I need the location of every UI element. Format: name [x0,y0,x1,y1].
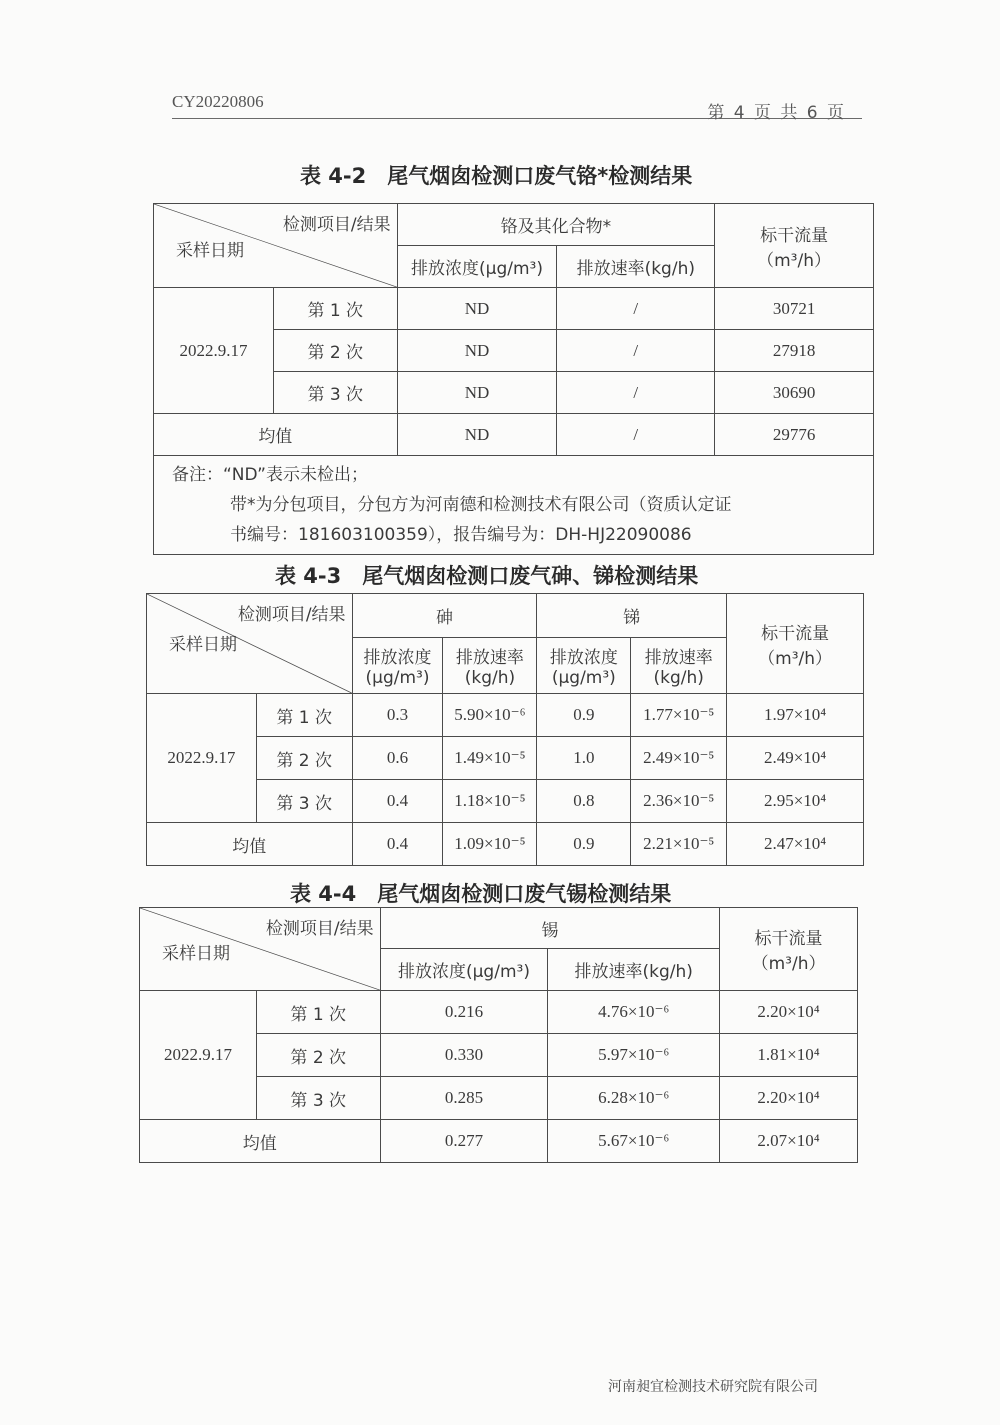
as-conc-cell: 0.4 [352,780,443,823]
row-label: 第 3 次 [273,372,397,414]
conc-header: 排放浓度 (μg/m³) [352,638,443,694]
rate-cell: 4.76×10⁻⁶ [548,991,720,1034]
as-conc-cell: 0.3 [352,694,443,737]
corner-top-label: 检测项目/结果 [265,919,374,939]
flow-cell: 1.97×10⁴ [727,694,864,737]
flow-header: 标干流量 （m³/h） [727,594,864,694]
rate-header: 排放速率(kg/h) [557,246,715,288]
flow-cell: 2.49×10⁴ [727,737,864,780]
date-cell: 2022.9.17 [154,288,274,414]
group-header: 铬及其化合物* [397,204,715,246]
flow-cell: 2.95×10⁴ [727,780,864,823]
row-label: 第 3 次 [256,780,352,823]
rate-cell: / [557,372,715,414]
date-cell: 2022.9.17 [147,694,257,823]
rate-cell: / [557,288,715,330]
row-label: 第 2 次 [256,1034,380,1077]
sb-conc-cell: 0.9 [537,694,631,737]
table-4-2 [153,203,874,555]
sb-rate-cell: 1.77×10⁻⁵ [631,694,727,737]
flow-cell: 27918 [715,330,874,372]
conc-cell: ND [397,288,557,330]
note-line: 备注：“ND”表示未检出； [172,465,368,485]
as-conc-cell: 0.4 [352,823,443,866]
mean-label: 均值 [154,414,398,456]
as-rate-cell: 1.18×10⁻⁵ [443,780,537,823]
table-4-4 [139,907,858,1163]
rate-cell: / [557,330,715,372]
sb-conc-cell: 0.8 [537,780,631,823]
flow-cell: 30690 [715,372,874,414]
table-4-2-caption: 表 4-2 尾气烟囱检测口废气铬*检测结果 [300,164,693,188]
sb-rate-cell: 2.49×10⁻⁵ [631,737,727,780]
as-rate-cell: 5.90×10⁻⁶ [443,694,537,737]
corner-top-label: 检测项目/结果 [237,605,346,625]
rate-header: 排放速率(kg/h) [548,949,720,991]
corner-bottom-label: 采样日期 [169,635,237,655]
footer-company: 河南昶宜检测技术研究院有限公司 [608,1379,818,1395]
table-note [154,456,874,555]
conc-cell: 0.216 [380,991,548,1034]
flow-cell: 29776 [715,414,874,456]
as-rate-cell: 1.09×10⁻⁵ [443,823,537,866]
conc-header: 排放浓度(μg/m³) [397,246,557,288]
conc-cell: ND [397,414,557,456]
flow-cell: 30721 [715,288,874,330]
flow-cell: 2.20×10⁴ [720,1077,858,1120]
conc-header: 排放浓度 (μg/m³) [537,638,631,694]
rate-cell: 6.28×10⁻⁶ [548,1077,720,1120]
note-line: 带*为分包项目，分包方为河南德和检测技术有限公司（资质认定证 [230,495,732,515]
flow-cell: 2.20×10⁴ [720,991,858,1034]
sb-rate-cell: 2.21×10⁻⁵ [631,823,727,866]
row-label: 第 1 次 [256,694,352,737]
sb-conc-cell: 1.0 [537,737,631,780]
corner-header [140,908,381,991]
group-header: 锡 [380,908,720,949]
table-4-3 [146,593,864,866]
corner-bottom-label: 采样日期 [176,241,244,261]
row-label: 第 2 次 [273,330,397,372]
conc-cell: 0.277 [380,1120,548,1163]
row-label: 第 1 次 [256,991,380,1034]
page-header [172,88,862,123]
flow-header: 标干流量 （m³/h） [715,204,874,288]
flow-cell: 1.81×10⁴ [720,1034,858,1077]
mean-label: 均值 [140,1120,381,1163]
conc-header: 排放浓度(μg/m³) [380,949,548,991]
as-rate-cell: 1.49×10⁻⁵ [443,737,537,780]
conc-cell: ND [397,330,557,372]
corner-bottom-label: 采样日期 [162,944,230,964]
page-number: 第 4 页 共 6 页 [707,103,846,123]
table-4-4-caption: 表 4-4 尾气烟囱检测口废气锡检测结果 [290,882,672,906]
flow-cell: 2.07×10⁴ [720,1120,858,1163]
conc-cell: 0.285 [380,1077,548,1120]
note-line: 书编号：181603100359），报告编号为：DH-HJ22090086 [230,525,692,545]
flow-header: 标干流量 （m³/h） [720,908,858,991]
rate-cell: 5.97×10⁻⁶ [548,1034,720,1077]
rate-header: 排放速率 (kg/h) [631,638,727,694]
as-conc-cell: 0.6 [352,737,443,780]
rate-cell: 5.67×10⁻⁶ [548,1120,720,1163]
group-header-arsenic: 砷 [352,594,537,638]
row-label: 第 3 次 [256,1077,380,1120]
conc-cell: ND [397,372,557,414]
flow-cell: 2.47×10⁴ [727,823,864,866]
sb-rate-cell: 2.36×10⁻⁵ [631,780,727,823]
conc-cell: 0.330 [380,1034,548,1077]
corner-header [147,594,353,694]
sb-conc-cell: 0.9 [537,823,631,866]
table-4-3-caption: 表 4-3 尾气烟囱检测口废气砷、锑检测结果 [275,564,699,588]
corner-top-label: 检测项目/结果 [282,215,391,235]
report-code: CY20220806 [172,92,264,111]
rate-cell: / [557,414,715,456]
mean-label: 均值 [147,823,353,866]
corner-header [154,204,398,288]
group-header-antimony: 锑 [537,594,727,638]
rate-header: 排放速率 (kg/h) [443,638,537,694]
row-label: 第 2 次 [256,737,352,780]
date-cell: 2022.9.17 [140,991,257,1120]
row-label: 第 1 次 [273,288,397,330]
